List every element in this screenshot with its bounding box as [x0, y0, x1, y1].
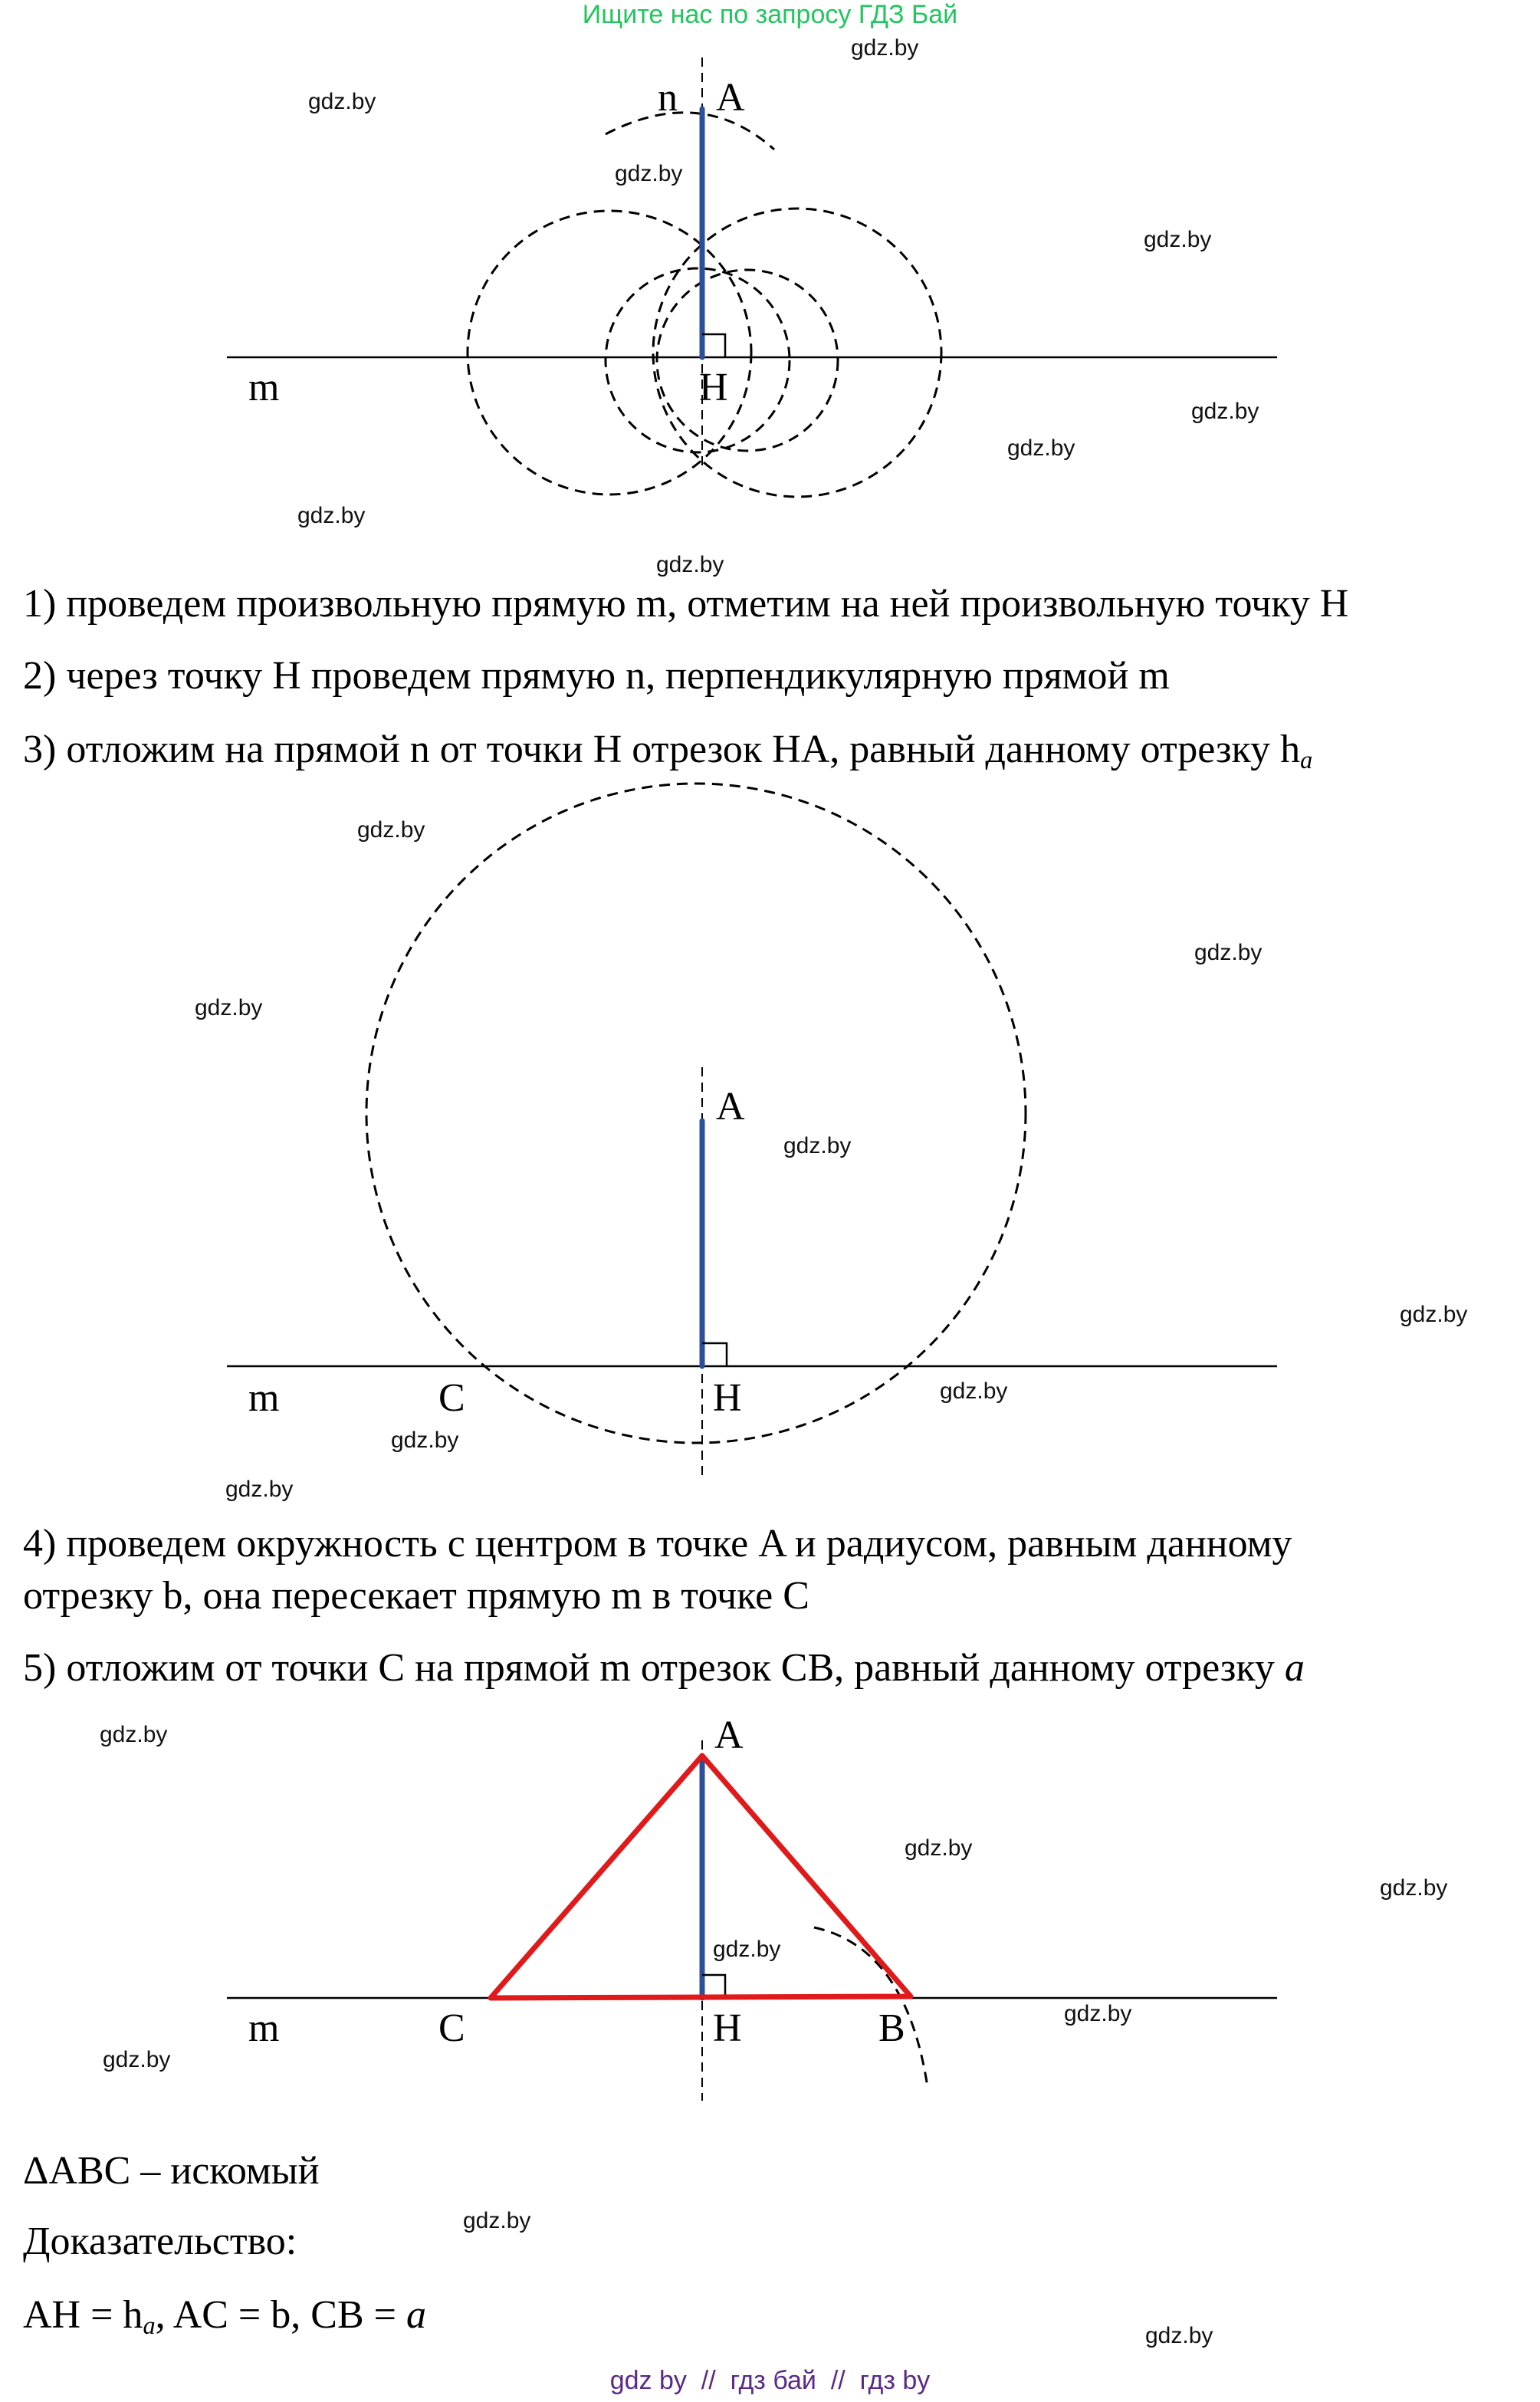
label-m: m: [248, 2006, 280, 2050]
label-H: H: [713, 2006, 742, 2050]
watermark: gdz.by: [357, 817, 425, 843]
watermark: gdz.by: [463, 2208, 531, 2233]
watermark: gdz.by: [1144, 227, 1212, 252]
watermark: gdz.by: [713, 1937, 781, 1962]
arc-circle-small-right: [657, 270, 838, 451]
step-1: 1) проведем произвольную прямую m, отметим на ней произвольную точку H: [23, 582, 1349, 626]
watermark: gdz.by: [391, 1428, 459, 1453]
circle-center-A: [366, 784, 1026, 1443]
label-m: m: [248, 366, 280, 409]
watermark: gdz.by: [1380, 1875, 1448, 1901]
right-angle-mark: [702, 334, 725, 357]
step-3-subscript: a: [1300, 746, 1313, 774]
watermark: gdz.by: [103, 2047, 171, 2072]
label-H: H: [699, 366, 728, 409]
step-2: 2) через точку H проведем прямую n, перпендикулярную прямой m: [23, 654, 1170, 698]
watermark: gdz.by: [940, 1378, 1008, 1404]
step-5: [23, 1645, 1305, 1691]
step-5-variable: a: [1284, 1646, 1305, 1690]
watermark: gdz.by: [308, 89, 376, 114]
watermark: gdz.by: [851, 35, 919, 61]
proof-label: Доказательство:: [23, 2220, 297, 2263]
watermark: gdz.by: [783, 1133, 852, 1158]
proof-equation: [23, 2292, 426, 2348]
label-H: H: [713, 1376, 742, 1420]
label-B: B: [878, 2006, 905, 2050]
label-C: C: [438, 2006, 465, 2050]
label-C: C: [438, 1376, 465, 1420]
eq-part-1: AH = h: [23, 2293, 143, 2337]
eq-part-2: , AC = b, CB =: [155, 2293, 406, 2337]
figure-2: [0, 767, 1540, 1533]
watermark: gdz.by: [615, 161, 683, 186]
label-A: A: [714, 1714, 744, 1757]
watermark: gdz.by: [297, 503, 366, 528]
label-A: A: [716, 76, 745, 120]
step-4-line-1: 4) проведем окружность с центром в точке A и радиусом, равным данному: [23, 1522, 1292, 1566]
watermark: gdz.by: [1191, 399, 1259, 424]
result-line: ΔABC – искомый: [23, 2149, 320, 2193]
step-3-text: 3) отложим на прямой n от точки H отрезок HA, равный данному отрезку h: [23, 728, 1301, 771]
figure-1: [0, 0, 1540, 552]
watermark: gdz.by: [1064, 2001, 1132, 2026]
watermark: gdz.by: [100, 1722, 168, 1747]
footer-links[interactable]: gdz by // гдз бай // гдз by: [609, 2366, 931, 2395]
label-A: A: [716, 1085, 745, 1129]
arc-top: [606, 113, 774, 150]
right-angle-mark: [702, 1343, 727, 1366]
watermark: gdz.by: [225, 1477, 294, 1502]
watermark: gdz.by: [656, 552, 724, 577]
arc-circle-small-left: [606, 268, 790, 452]
step-4-line-2: отрезку b, она пересекает прямую m в точке C: [23, 1574, 809, 1618]
eq-variable: a: [406, 2293, 426, 2337]
step-5-text: 5) отложим от точки C на прямой m отрезок CB, равный данному отрезку: [23, 1646, 1275, 1690]
watermark: gdz.by: [1194, 940, 1263, 965]
watermark: gdz.by: [1145, 2323, 1213, 2348]
watermark: gdz.by: [1400, 1302, 1468, 1327]
watermark: gdz.by: [905, 1835, 973, 1861]
watermark: gdz.by: [195, 995, 263, 1020]
watermark: gdz.by: [1007, 435, 1075, 461]
label-m: m: [248, 1376, 280, 1420]
header-banner[interactable]: Ищите нас по запросу ГДЗ Бай: [582, 0, 958, 29]
eq-subscript: a: [143, 2312, 156, 2340]
label-n: n: [658, 76, 678, 120]
arc-circle-right: [653, 209, 941, 497]
figure-3: [0, 1710, 1540, 2108]
